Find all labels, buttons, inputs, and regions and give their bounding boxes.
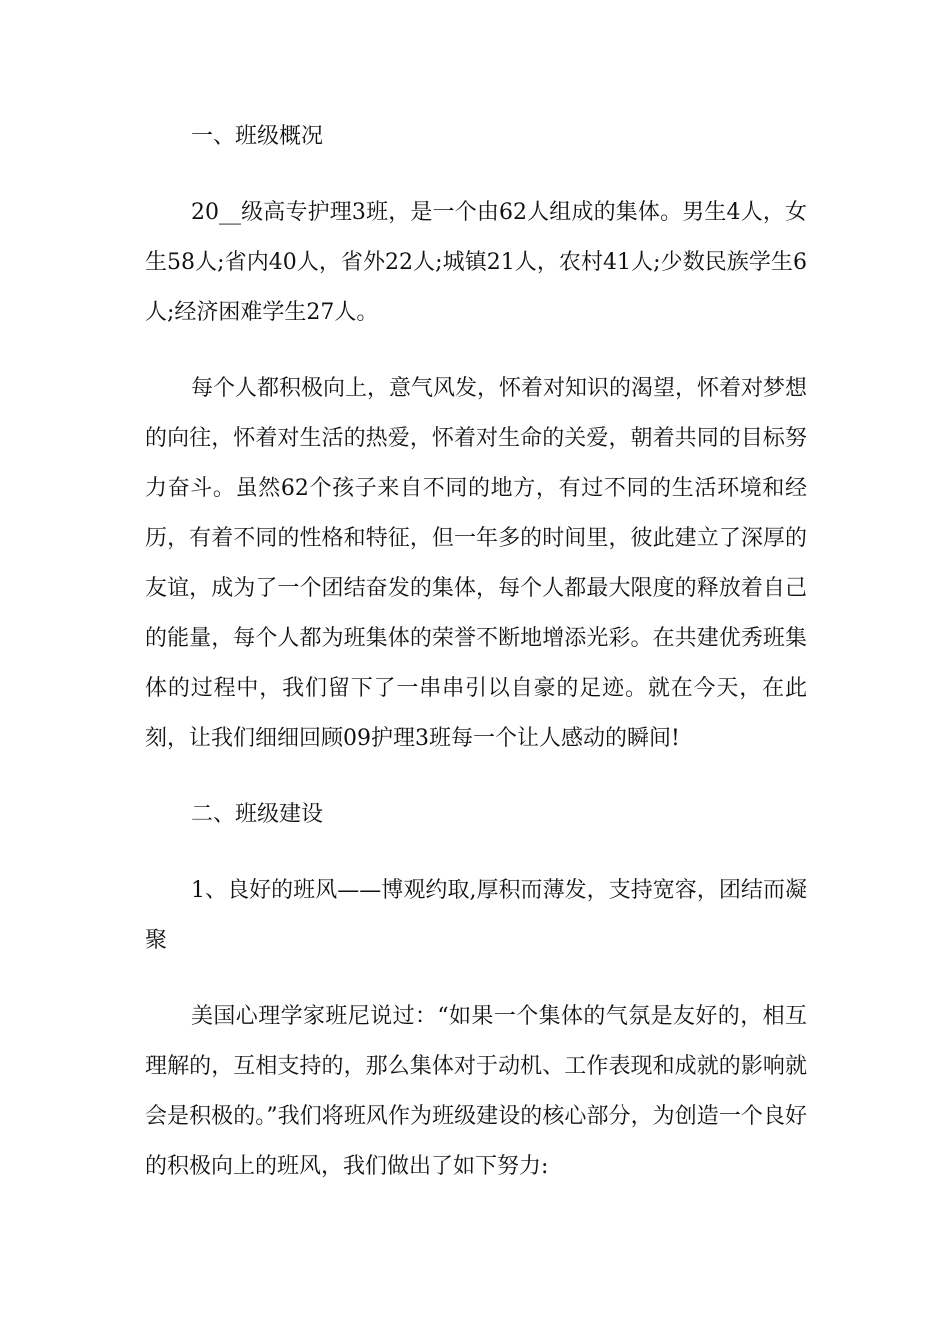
paragraph-class-spirit: 每个人都积极向上，意气风发，怀着对知识的渴望，怀着对梦想的向往，怀着对生活的热爱，怀着对生命的关爱，朝着共同的目标努力奋斗。虽然62个孩子来自不同的地方，有过不同的生活环境和经历，有着不同的性格和特征，但一年多的时间里，彼此建立了深厚的友谊，成为了一个团结奋发的集体，每个人都最大限度的释放着自己的能量，每个人都为班集体的荣誉不断地增添光彩。在共建优秀班集体的过程中，我们留下了一串串引以自豪的足迹。就在今天，在此刻，让我们细细回顾09护理3班每一个让人感动的瞬间! [145, 376, 808, 751]
document-body [145, 112, 807, 1218]
paragraph-psychologist-quote: 美国心理学家班尼说过：“如果一个集体的气氛是友好的，相互理解的，互相支持的，那么集体对于动机、工作表现和成就的影响就会是积极的。”我们将班风作为班级建设的核心部分，为创造一个良好的积极向上的班风，我们做出了如下努力: [145, 1004, 807, 1179]
subsection-heading-class-style: 1、良好的班风——博观约取,厚积而薄发，支持宽容，团结而凝聚 [145, 878, 807, 953]
section-heading-class-overview: 一、班级概况 [191, 124, 324, 149]
section-heading-class-building: 二、班级建设 [191, 802, 324, 827]
paragraph-class-overview: 20__级高专护理3班，是一个由62人组成的集体。男生4人，女生58人;省内40人，省外22人;城镇21人，农村41人;少数民族学生6人;经济困难学生27人。 [145, 200, 807, 325]
